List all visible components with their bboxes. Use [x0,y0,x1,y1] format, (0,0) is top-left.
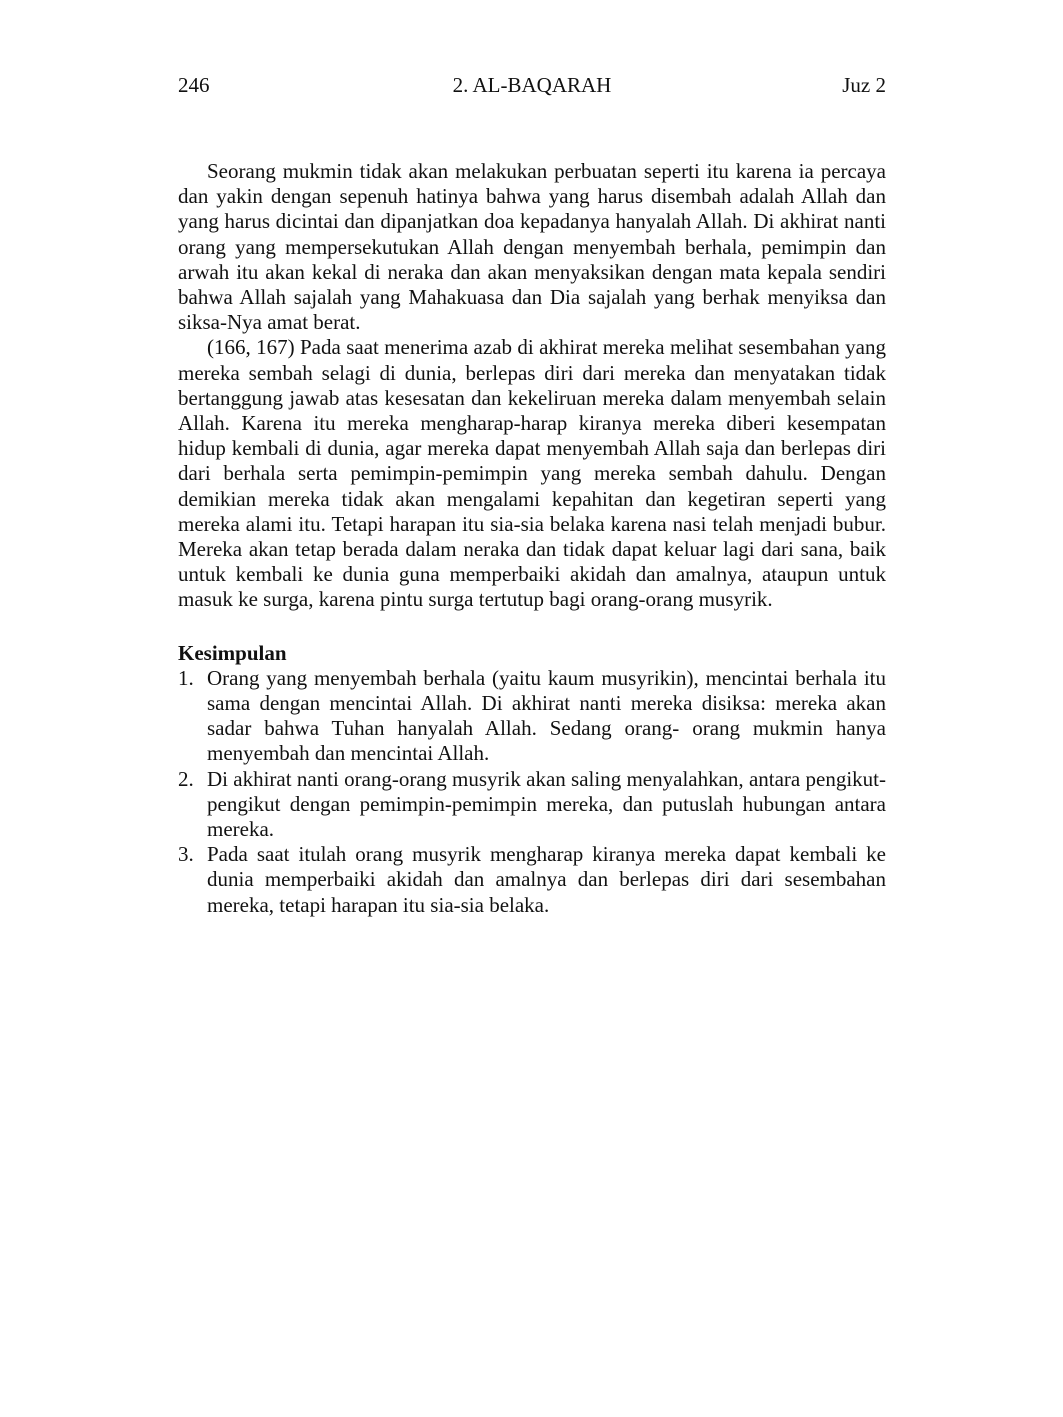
paragraph-1: Seorang mukmin tidak akan melakukan perbuatan seperti itu karena ia percaya dan yakin dengan sepenuh hatinya bahwa yang harus disembah adalah Allah dan yang harus dicintai dan dipanjatkan doa kepadanya hanyalah Allah. Di akhirat nanti orang yang mempersekutukan Allah dengan menyembah berhala, pemimpin dan arwah itu akan kekal di neraka dan akan menyaksikan dengan mata kepala sendiri bahwa Allah sajalah yang Mahakuasa dan Dia sajalah yang berhak menyiksa dan siksa-Nya amat berat. [178,159,886,335]
juz-label: Juz 2 [842,73,886,97]
conclusion-heading: Kesimpulan [178,640,287,665]
page-number: 246 [178,73,210,97]
conclusion-item-2 [178,767,886,843]
conclusion-item-3 [178,842,886,918]
list-number: 3. [178,842,194,867]
conclusion-item-1 [178,666,886,767]
body-text [178,159,886,918]
paragraph-2: (166, 167) Pada saat menerima azab di akhirat mereka melihat sesembahan yang mereka sembah selagi di dunia, berlepas diri dari mereka dan menyatakan tidak bertanggung jawab atas kesesatan dan kekeliruan mereka dalam menyembah selain Allah. Karena itu mereka mengharap-harap kiranya mereka diberi kesempatan hidup kembali di dunia, agar mereka dapat menyembah Allah saja dan berlepas diri dari berhala serta pemimpin-pemimpin yang mereka sembah dahulu. Dengan demikian mereka tidak akan mengalami kepahitan dan kegetiran seperti yang mereka alami itu. Tetapi harapan itu sia-sia belaka karena nasi telah menjadi bubur. Mereka akan tetap berada dalam neraka dan tidak dapat keluar lagi dari sana, baik untuk kembali ke dunia guna memperbaiki akidah dan amalnya, ataupun untuk masuk ke surga, karena pintu surga tertutup bagi orang-orang musyrik. [178,335,886,612]
list-item-text: Pada saat itulah orang musyrik mengharap kiranya mereka dapat kembali ke dunia memperbaiki akidah dan amalnya dan berlepas diri dari sesembahan mereka, tetapi harapan itu sia-sia belaka. [207,842,886,917]
list-item-text: Orang yang menyembah berhala (yaitu kaum musyrikin), mencintai berhala itu sama dengan mencintai Allah. Di akhirat nanti mereka disiksa: mereka akan sadar bahwa Tuhan hanyalah Allah. Sedang orang- orang mukmin hanya menyembah dan mencintai Allah. [207,665,886,766]
running-header [178,72,886,98]
list-number: 2. [178,766,194,791]
conclusion-list [178,666,886,918]
list-number: 1. [178,665,194,690]
chapter-title: 2. AL-BAQARAH [452,73,612,97]
list-item-text: Di akhirat nanti orang-orang musyrik akan saling menyalahkan, antara pengikut-pengikut dengan pemimpin-pemimpin mereka, dan putuslah hubungan antara mereka. [207,766,886,842]
